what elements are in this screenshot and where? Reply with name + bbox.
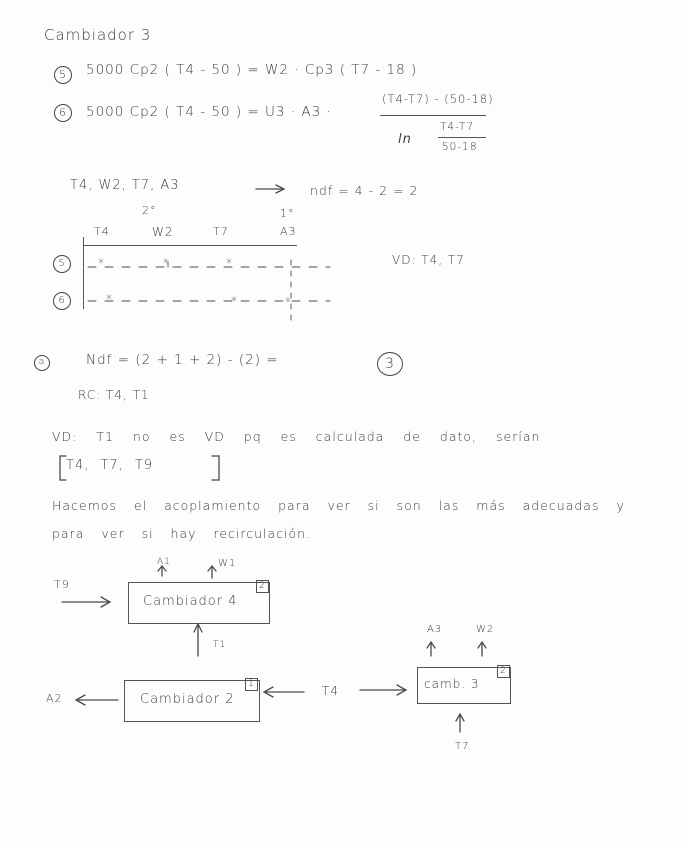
order-mark-a3: 1°	[280, 207, 295, 220]
vd-line: VD: T1 no es VD pq es calculada de dato, serían	[52, 429, 541, 444]
w2-arrow	[478, 642, 486, 656]
variables-line: T4, W2, T7, A3	[70, 178, 180, 193]
cambiador-2-label: Cambiador 2	[140, 692, 235, 707]
table-cell: *	[163, 256, 170, 270]
table-cell: *	[285, 295, 292, 309]
t1-arrow	[194, 624, 202, 656]
bracket-list: T4, T7, T9	[66, 458, 154, 473]
a1-arrow	[158, 566, 166, 576]
ndf-result: 3	[377, 352, 403, 376]
a1-label: A1	[157, 557, 171, 567]
w2-label: W2	[476, 624, 495, 635]
implies-arrow	[256, 185, 284, 193]
cambiador-4-label: Cambiador 4	[143, 594, 238, 609]
equation-6-numerator: (T4-T7) - (50-18)	[382, 92, 494, 106]
equation-5: 5000 Cp2 ( T4 - 50 ) = W2 · Cp3 ( T7 - 18 )	[86, 62, 418, 78]
table-header-t7: T7	[213, 225, 229, 238]
equation-6-lhs: 5000 Cp2 ( T4 - 50 ) = U3 · A3 ·	[86, 104, 332, 120]
ndf-total: Ndf = (2 + 1 + 2) - (2) =	[86, 352, 279, 368]
w1-label: W1	[218, 558, 237, 569]
cambiador-4-badge: 2	[256, 580, 269, 593]
table-header-t4: T4	[94, 225, 110, 238]
a3-arrow	[427, 642, 435, 656]
cambiador-2-badge: 1	[245, 678, 258, 691]
t7-label: T7	[455, 741, 470, 752]
table-row-6-label: 6	[53, 292, 71, 310]
table-header-a3: A3	[280, 225, 297, 238]
cambiador-3-label: camb. 3	[424, 677, 480, 691]
t7-arrow	[456, 714, 464, 732]
t9-arrow	[62, 597, 110, 607]
equation-6-ln-denominator: 50-18	[442, 141, 478, 153]
a2-arrow	[76, 695, 118, 705]
paragraph-line-2: para ver si hay recirculación.	[52, 526, 312, 541]
t4-arrow-right	[360, 685, 406, 695]
ndf-line: ndf = 4 - 2 = 2	[310, 183, 419, 198]
a3-label: A3	[427, 624, 443, 635]
t4-label: T4	[322, 684, 339, 698]
equation-6-ln-numerator: T4-T7	[440, 121, 475, 133]
rc-line: RC: T4, T1	[78, 388, 150, 402]
part-label: a	[34, 355, 50, 371]
page-title: Cambiador 3	[44, 26, 152, 44]
table-cell: *	[231, 294, 238, 308]
table-cell: *	[226, 256, 233, 270]
a2-label: A2	[46, 692, 63, 705]
paragraph-line-1: Hacemos el acoplamiento para ver si son las más adecuadas y	[52, 498, 625, 513]
table-cell: *	[98, 256, 105, 270]
cambiador-3-badge: 2	[497, 665, 510, 678]
bracket-right	[212, 456, 219, 480]
table-row-5-label: 5	[53, 255, 71, 273]
equation-5-number: 5	[54, 66, 72, 84]
table-cell: *	[106, 292, 113, 306]
column-marks	[168, 260, 291, 326]
equation-6-ln: ln	[398, 132, 412, 147]
order-mark-w2: 2°	[142, 204, 157, 217]
w1-arrow	[208, 566, 216, 578]
t1-label: T1	[213, 640, 227, 650]
bracket-left	[60, 456, 66, 480]
equation-6-number: 6	[54, 104, 72, 122]
t4-arrow-left	[264, 687, 304, 697]
t9-label: T9	[54, 578, 70, 591]
table-header-w2: W2	[152, 225, 174, 239]
vd-right: VD: T4, T7	[392, 253, 465, 267]
